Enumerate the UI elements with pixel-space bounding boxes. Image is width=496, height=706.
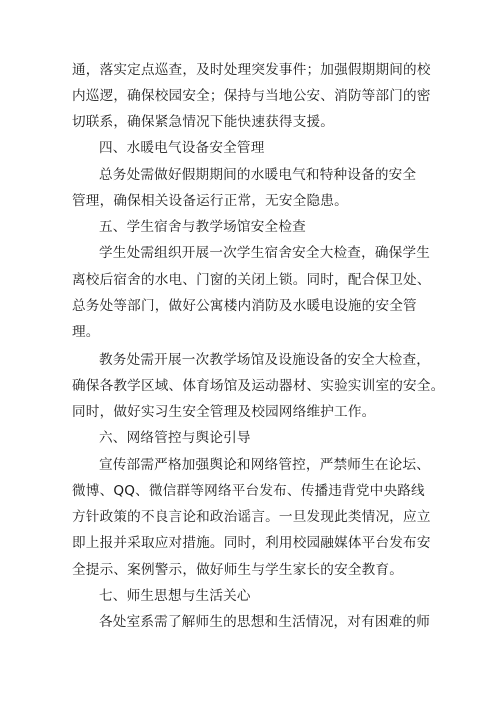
paragraph-line: 确保各教学区域、体育场馆及运动器材、实验实训室的安全。 — [72, 378, 445, 394]
paragraph-line: 微博、QQ、微信群等网络平台发布、传播违背党中央路线 — [72, 483, 425, 499]
paragraph-line: 同时，做好实习生安全管理及校园网络维护工作。 — [72, 404, 376, 420]
paragraph-line: 各处室系需了解师生的思想和生活情况，对有困难的师 — [99, 614, 431, 630]
section-heading: 七、师生思想与生活关心 — [99, 588, 251, 604]
paragraph-line: 教务处需开展一次教学场馆及设施设备的安全大检查， — [99, 352, 431, 368]
paragraph-line: 总务处需做好假期期间的水暖电气和特种设备的安全 — [99, 167, 417, 183]
paragraph-line: 总务处等部门，做好公寓楼内消防及水暖电设施的安全管 — [72, 298, 417, 314]
paragraph-line: 离校后宿舍的水电、门窗的关闭上锁。同时，配合保卫处、 — [72, 272, 431, 288]
paragraph-line: 宣传部需严格加强舆论和网络管控，严禁师生在论坛、 — [99, 457, 431, 473]
section-heading: 五、学生宿舍与教学场馆安全检查 — [99, 219, 306, 235]
paragraph-line: 理。 — [72, 324, 100, 340]
section-heading: 四、水暖电气设备安全管理 — [99, 140, 265, 156]
paragraph-line: 切联系，确保紧急情况下能快速获得支援。 — [72, 114, 335, 130]
paragraph-line: 全提示、案例警示，做好师生与学生家长的安全教育。 — [72, 562, 404, 578]
section-heading: 六、网络管控与舆论引导 — [99, 430, 251, 446]
paragraph-line: 内巡逻，确保校园安全；保持与当地公安、消防等部门的密 — [72, 88, 431, 104]
paragraph-line: 管理，确保相关设备运行正常，无安全隐患。 — [72, 193, 348, 209]
paragraph-line: 即上报并采取应对措施。同时，利用校园融媒体平台发布安 — [72, 535, 431, 551]
paragraph-line: 方针政策的不良言论和政治谣言。一旦发现此类情况，应立 — [72, 509, 431, 525]
paragraph-line: 通，落实定点巡查，及时处理突发事件；加强假期期间的校 — [72, 62, 431, 78]
paragraph-line: 学生处需组织开展一次学生宿舍安全大检查，确保学生 — [99, 245, 431, 261]
